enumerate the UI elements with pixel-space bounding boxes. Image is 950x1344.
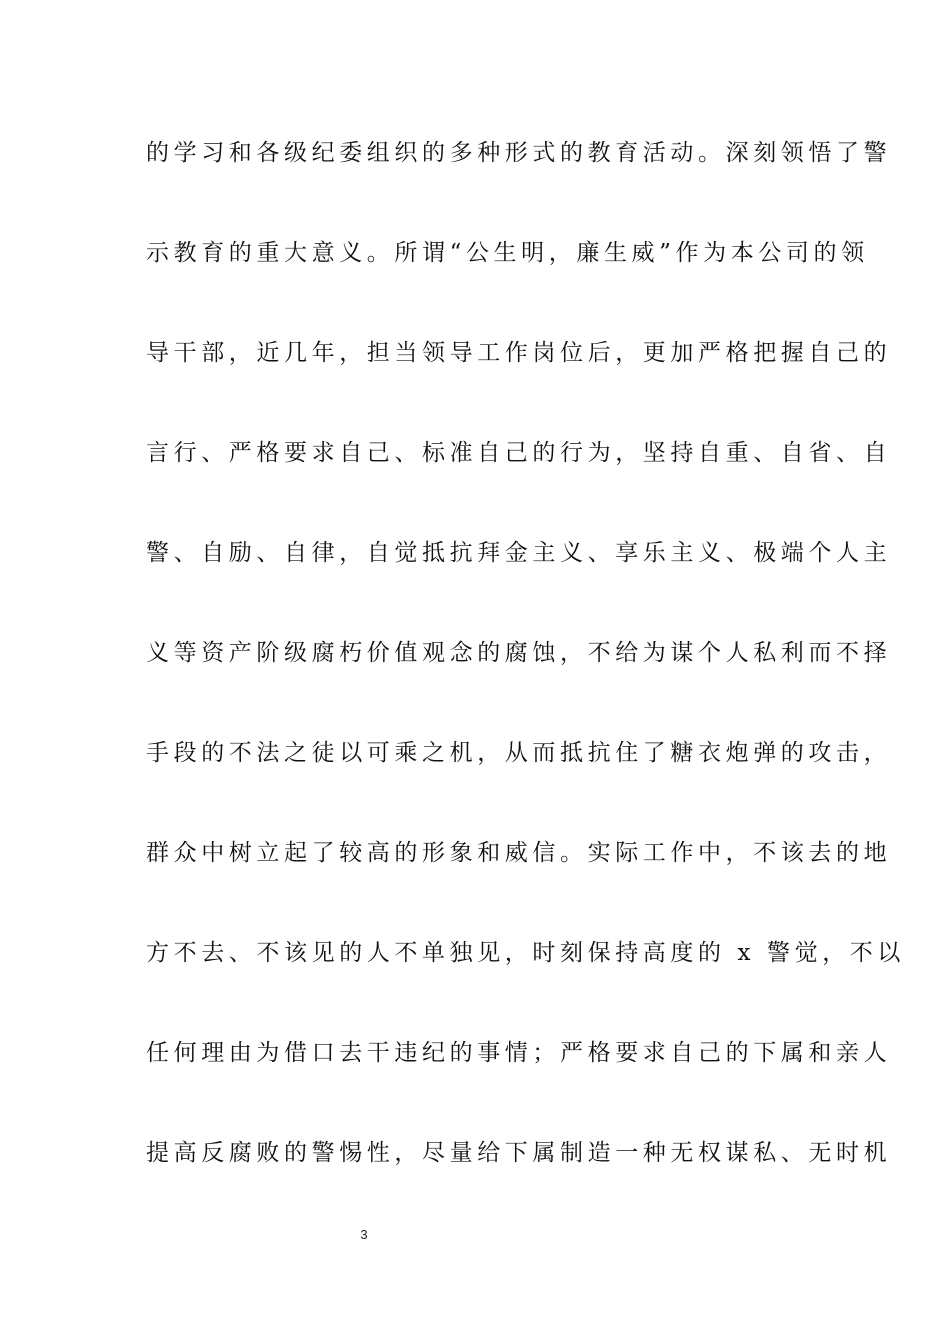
- text-line: 提高反腐败的警惕性，尽量给下属制造一种无权谋私、无时机: [146, 1140, 892, 1166]
- text-line: 警、自励、自律，自觉抵抗拜金主义、享乐主义、极端个人主: [146, 540, 892, 566]
- text-line: 示教育的重大意义。所谓“公生明，廉生威”作为本公司的领: [146, 240, 869, 266]
- text-line: 言行、严格要求自己、标准自己的行为，坚持自重、自省、自: [146, 440, 892, 466]
- text-line: 方不去、不该见的人不单独见，时刻保持高度的 x 警觉，不以: [146, 940, 905, 966]
- text-line: 义等资产阶级腐朽价值观念的腐蚀，不给为谋个人私利而不择: [146, 640, 892, 666]
- text-line: 的学习和各级纪委组织的多种形式的教育活动。深刻领悟了警: [146, 140, 892, 166]
- text-line: 群众中树立起了较高的形象和威信。实际工作中，不该去的地: [146, 840, 892, 866]
- page-number: 3: [360, 1227, 368, 1242]
- text-line: 导干部，近几年，担当领导工作岗位后，更加严格把握自己的: [146, 340, 892, 366]
- body-text: [146, 126, 905, 1226]
- text-line: 任何理由为借口去干违纪的事情；严格要求自己的下属和亲人: [146, 1040, 892, 1066]
- text-line: 手段的不法之徒以可乘之机，从而抵抗住了糖衣炮弹的攻击，: [146, 740, 892, 766]
